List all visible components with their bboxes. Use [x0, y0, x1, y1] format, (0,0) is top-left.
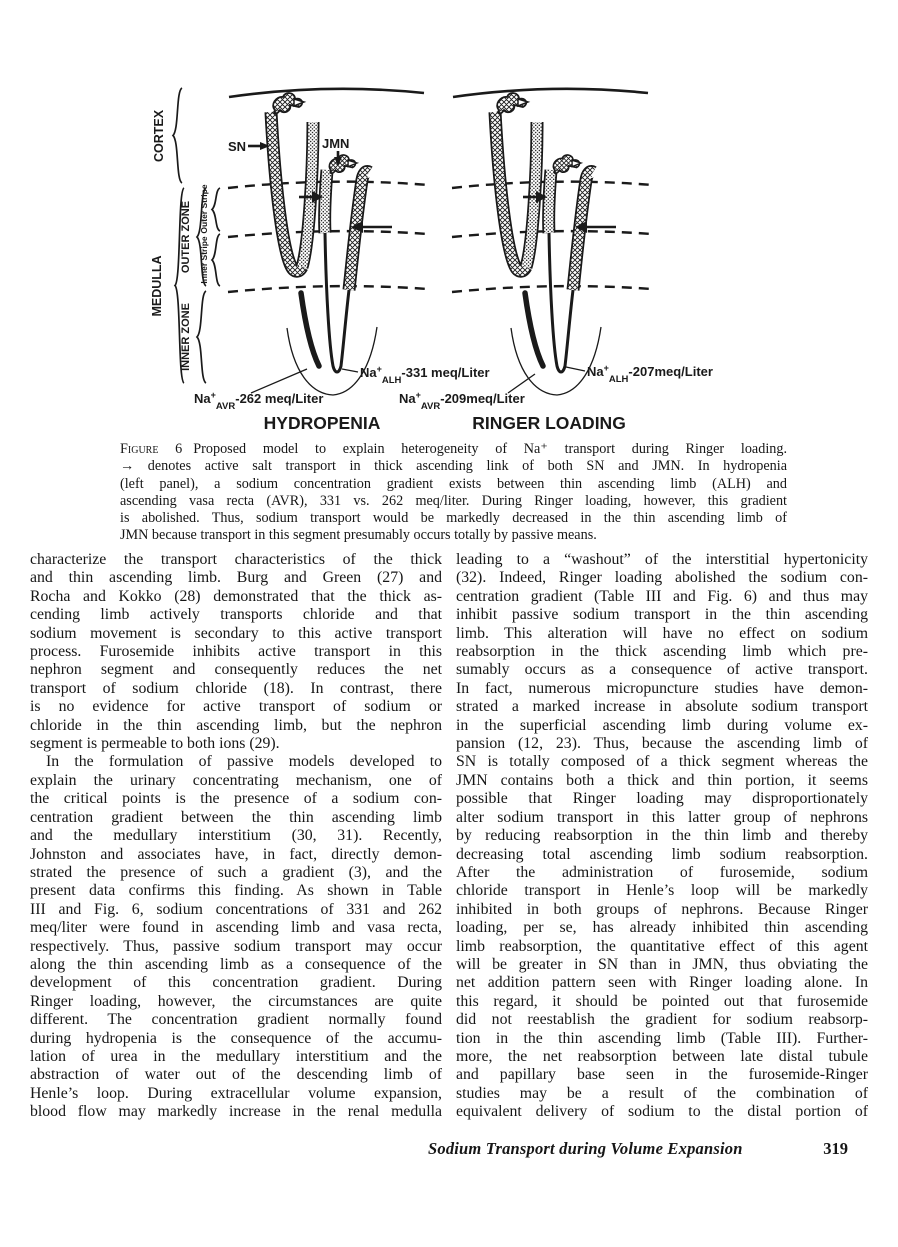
text-line: development of this concentration gradient. During: [30, 974, 442, 992]
text-line: alter sodium transport in this latter group of nephrons: [456, 808, 868, 826]
text-line: explain the urinary concentrating mechanism, one of: [30, 771, 442, 789]
text-line: reabsorption in the thick ascending limb which pre-: [456, 643, 868, 661]
sn-glomerulus-icon: [497, 93, 528, 113]
text-line: present data confirms this finding. As shown in Table: [30, 882, 442, 900]
text-line: more, the net reabsorption between late distal tubule: [456, 1047, 868, 1065]
figure-caption: [120, 441, 787, 545]
ascending-vasa-recta: [301, 293, 319, 366]
cortex-surface-line: [453, 89, 648, 97]
avr-concentration-label: $Na^+_{AVR}-209meq$/Liter: [399, 390, 525, 412]
text-line: chloride transport in Henle’s loop will be markedly: [456, 882, 868, 900]
text-line: equivalent delivery of sodium to the distal portion of: [456, 1103, 868, 1121]
text-line: is abolished. Thus, sodium transport would be markedly decreased in the thin ascending limb of: [120, 510, 787, 527]
text-line: In fact, numerous micropuncture studies have demon-: [456, 679, 868, 697]
text-line: chloride in the thin ascending limb, but the nephron: [30, 716, 442, 734]
text-line: sumably occurs as a consequence of active transport.: [456, 661, 868, 679]
text-line: Ringer loading, however, the circumstances are quite: [30, 992, 442, 1010]
sn-glomerulus-icon: [273, 93, 304, 113]
text-line: sodium movement is secondary to this active transport: [30, 624, 442, 642]
text-line: → denotes active salt transport in thick ascending link of both SN and JMN. In hydropenia: [120, 458, 787, 475]
inner-zone-label: INNER ZONE: [180, 303, 192, 371]
text-line: possible that Ringer loading may disproportionately: [456, 790, 868, 808]
figure-6-diagram: [0, 72, 898, 440]
text-line: inhibit passive sodium transport in the thin ascending: [456, 606, 868, 624]
text-line: cending limb actively transports chloride and that: [30, 606, 442, 624]
text-line: is no evidence for active transport of sodium or: [30, 698, 442, 716]
outer-stripe-label: Outer Stripe: [199, 184, 209, 234]
text-line: strated the presence of such a gradient (3), and the: [30, 863, 442, 881]
text-line: by reducing reabsorption in the thin limb and thereby: [456, 827, 868, 845]
text-line: Johnston and associates have, in fact, directly demon-: [30, 845, 442, 863]
outer-stripe-brace: [212, 188, 220, 231]
hydropenia-panel: [194, 93, 490, 433]
text-line: After the administration of furosemide, sodium: [456, 863, 868, 881]
text-line: lation of urea in the medullary interstitium and the: [30, 1047, 442, 1065]
page-footer: [428, 1139, 848, 1159]
text-line: ascending vasa recta (AVR), 331 vs. 262 meq/liter. During Ringer loading, however, this gradient: [120, 492, 787, 509]
alh-leader-line: [342, 369, 358, 372]
text-line: net addition pattern seen with Ringer loading alone. In: [456, 974, 868, 992]
figure-number-label: Figure 6: [120, 441, 183, 457]
text-line: strated a marked increase in absolute sodium transport: [456, 698, 868, 716]
jmn-glomerulus-icon: [553, 155, 581, 173]
text-line: meq/liter were found in ascending limb and vasa recta,: [30, 919, 442, 937]
text-line: (left panel), a sodium concentration gradient exists between thin ascending limb (ALH) and: [120, 475, 787, 492]
sn-label: SN: [228, 139, 247, 154]
inner-stripe-label: Inner Stripe: [199, 236, 209, 284]
text-line: III and Fig. 6, sodium concentrations of 331 and 262: [30, 900, 442, 918]
text-line: limb. This alteration will have no effect on sodium: [456, 624, 868, 642]
text-line: JMN because transport in this segment presumably occurs totally by passive means.: [120, 527, 597, 544]
text-line: limb reabsorption, the quantitative effect of this agent: [456, 937, 868, 955]
caption-first-line: [120, 441, 787, 458]
left-panel-title: HYDROPENIA: [263, 413, 381, 433]
text-line: nephron segment and consequently reduces the net: [30, 661, 442, 679]
sn-nephron-loop: [495, 112, 537, 271]
text-line: the critical points is the presence of a sodium con-: [30, 790, 442, 808]
text-line: In the formulation of passive models developed to: [46, 753, 442, 771]
zone-brackets: [150, 88, 220, 383]
cortex-brace: [173, 88, 182, 183]
text-line: and papillary base seen in the furosemide-Ringer: [456, 1066, 868, 1084]
text-line: leading to a “washout” of the interstitial hypertonicity: [456, 551, 868, 568]
text-line: centration gradient between the thin ascending limb: [30, 808, 442, 826]
medulla-zone-label: MEDULLA: [150, 255, 164, 317]
text-line: abstraction of water out of the descending limb of: [30, 1066, 442, 1084]
inner-zone-brace: [197, 291, 206, 383]
paragraph: [30, 753, 442, 1121]
sn-nephron-loop: [271, 112, 313, 271]
cortex-zone-label: CORTEX: [152, 109, 166, 163]
paragraph: [30, 551, 442, 753]
text-line: during hydropenia is the consequence of the accumu-: [30, 1029, 442, 1047]
right-text-column: [456, 551, 868, 1122]
text-line: will be greater in SN than in JMN, thus obviating the: [456, 955, 868, 973]
jmn-glomerulus-icon: [329, 155, 357, 173]
text-line: centration gradient (Table III and Fig. 6) and thus may: [456, 587, 868, 605]
text-line: inhibited in both groups of nephrons. Because Ringer: [456, 900, 868, 918]
text-line: tion in the thin ascending limb (Table III). Further-: [456, 1029, 868, 1047]
text-line: transport of sodium chloride (18). In contrast, there: [30, 679, 442, 697]
text-line: loading, per se, has already inhibited thin ascending: [456, 919, 868, 937]
text-line: pansion (12, 23). Thus, because the ascending limb of: [456, 735, 868, 753]
running-title: Sodium Transport during Volume Expansion: [428, 1139, 743, 1158]
jmn-nephron-loop: [549, 170, 593, 372]
alh-concentration-label: $Na^+_{ALH}-207meq$/Liter: [587, 363, 713, 385]
text-line: process. Furosemide inhibits active transport in this: [30, 643, 442, 661]
caption-text: Proposed model to explain heterogeneity of Na⁺ transport during Ringer loading.: [193, 441, 787, 457]
text-line: Rocha and Kokko (28) demonstrated that the thick as-: [30, 587, 442, 605]
text-line: in the superficial ascending limb during volume ex-: [456, 716, 868, 734]
text-line: Henle’s loop. During extracellular volume expansion,: [30, 1084, 442, 1102]
paragraph: [456, 551, 868, 1122]
left-text-column: [30, 551, 442, 1122]
text-line: SN is totally composed of a thick segment whereas the: [456, 753, 868, 771]
text-line: different. The concentration gradient normally found: [30, 1011, 442, 1029]
inner-stripe-brace: [212, 234, 220, 286]
alh-leader-line: [566, 367, 585, 371]
page-number: 319: [823, 1139, 848, 1158]
text-line: blood flow may markedly increase in the renal medulla: [30, 1103, 442, 1121]
text-line: did not reestablish the gradient for sodium reabsorp-: [456, 1011, 868, 1029]
jmn-nephron-loop: [325, 170, 369, 372]
text-line: decreasing total ascending limb sodium reabsorption.: [456, 845, 868, 863]
cortex-surface-line: [229, 89, 424, 97]
text-line: respectively. Thus, passive sodium transport may occur: [30, 937, 442, 955]
avr-concentration-label: $Na^+_{AVR}-262$ meq/Liter: [194, 390, 324, 412]
jmn-label: JMN: [322, 136, 350, 151]
text-line: along the thin ascending limb as a consequence of the: [30, 955, 442, 973]
text-line: characterize the transport characteristics of the thick: [30, 551, 442, 568]
sn-pointer: [228, 139, 270, 154]
text-line: this regard, it should be pointed out that furosemide: [456, 992, 868, 1010]
avr-leader-line: [251, 369, 307, 393]
text-line: (32). Indeed, Ringer loading abolished the sodium con-: [456, 569, 868, 587]
ascending-vasa-recta: [525, 293, 543, 366]
text-line: JMN contains both a thick and thin portion, it seems: [456, 771, 868, 789]
text-line: and thin ascending limb. Burg and Green (27) and: [30, 569, 442, 587]
ringer-loading-panel: [399, 93, 713, 433]
caption-lines: [120, 458, 787, 544]
right-panel-title: RINGER LOADING: [472, 413, 626, 433]
outer-zone-label: OUTER ZONE: [180, 200, 192, 274]
text-line: studies may be a result of the combination of: [456, 1084, 868, 1102]
text-line: segment is permeable to both ions (29).: [30, 735, 280, 753]
alh-concentration-label: $Na^+_{ALH}-331$ meq/Liter: [360, 364, 490, 386]
text-line: and the medullary interstitium (30, 31). Recently,: [30, 827, 442, 845]
